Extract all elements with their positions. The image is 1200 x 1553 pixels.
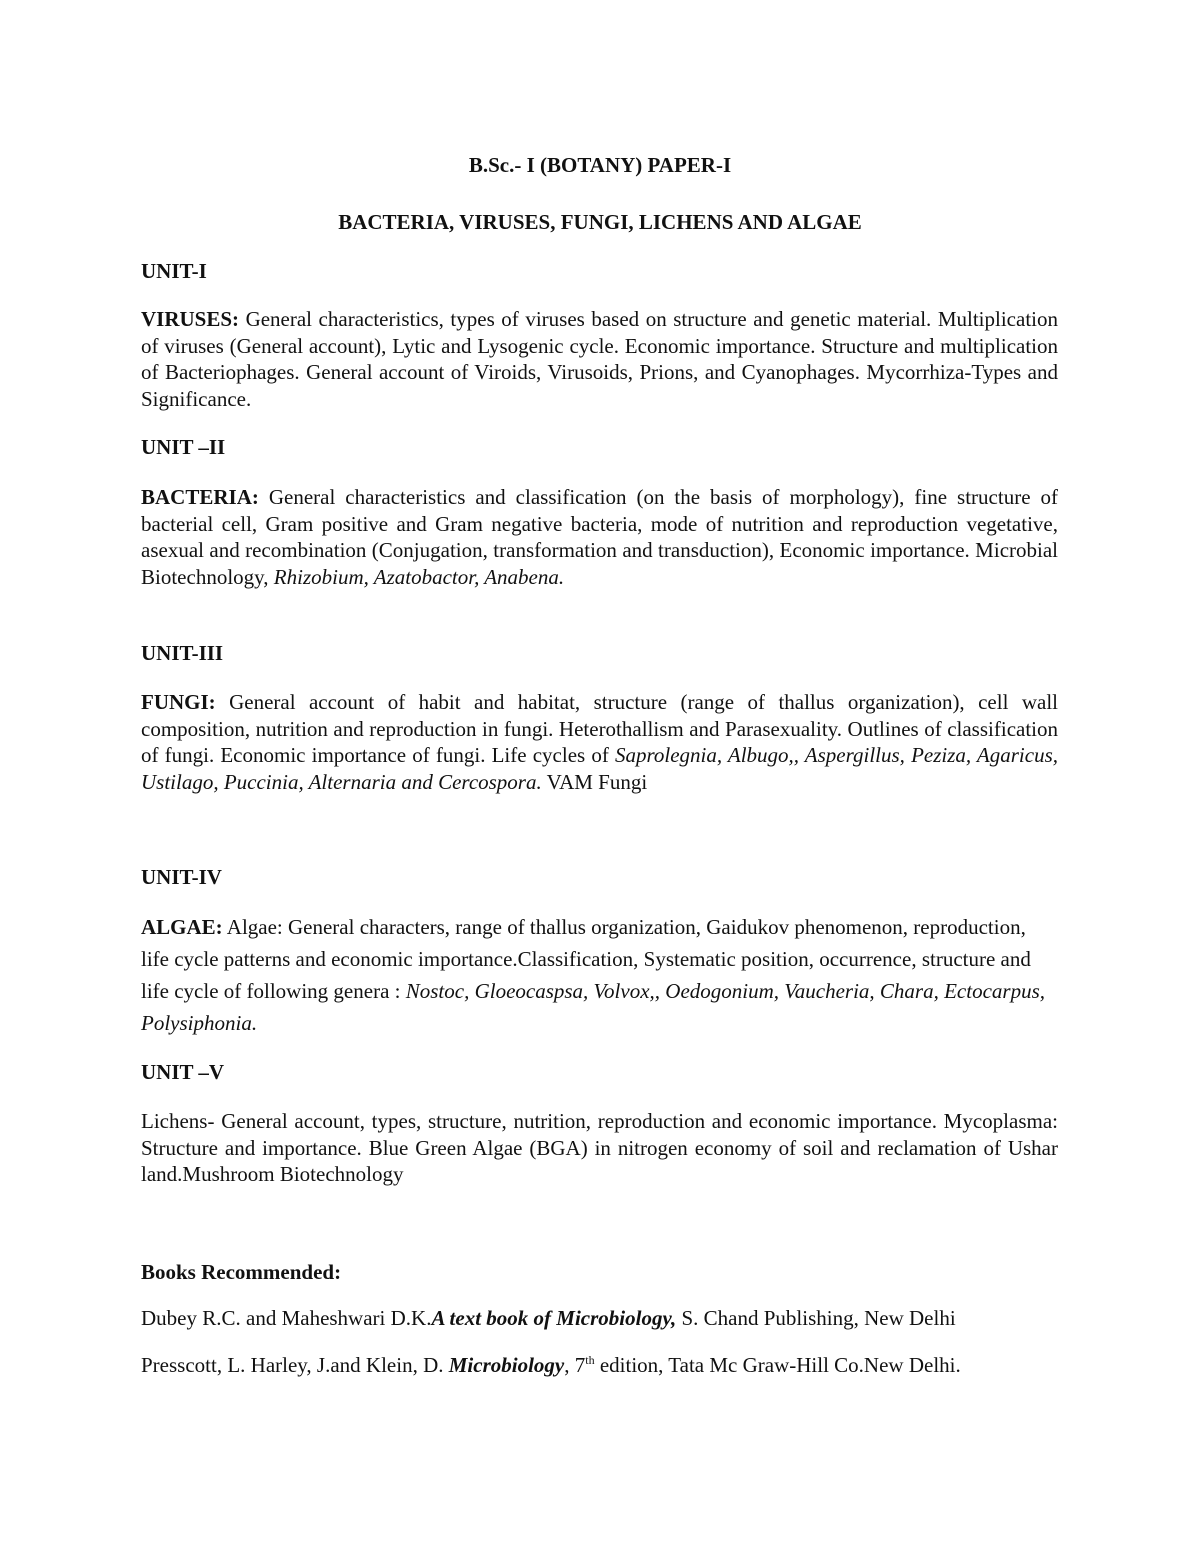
- unit-4-lead: ALGAE:: [141, 915, 223, 939]
- book-1-title: A text book of Microbiology,: [431, 1306, 677, 1330]
- unit-5-body: Lichens- General account, types, structure, nutrition, reproduction and economic importance. Mycoplasma: Structure and importance. Blue Green Algae (BGA) in nitrogen economy of soil and reclamation of Ushar land.Mushroom Biotechnology: [141, 1109, 1058, 1186]
- unit-2-lead: BACTERIA:: [141, 485, 259, 509]
- unit-3-tail: VAM Fungi: [541, 769, 648, 794]
- unit-2-body: [141, 484, 1058, 590]
- book-item-2: [141, 1352, 1058, 1379]
- unit-3-genera: Saprolegnia, Albugo,, Aspergillus, Peziza, Agaricus, Ustilago, Puccinia, Alternaria and Cercospora.: [141, 743, 1058, 794]
- paper-title: BACTERIA, VIRUSES, FUNGI, LICHENS AND ALGAE: [338, 210, 862, 234]
- unit-5-heading: UNIT –V: [141, 1060, 225, 1084]
- unit-1-text: General characteristics, types of viruses based on structure and genetic material. Multiplication of viruses (General account), Lytic and Lysogenic cycle. Economic importance. Structure and multiplication of Bacteriophages. General account of Viroids, Virusoids, Prions, and Cyanophages. Mycorrhiza-Types and Significance.: [141, 307, 1058, 411]
- books-heading: Books Recommended:: [141, 1260, 342, 1284]
- unit-4-text: Algae: General characters, range of thallus organization, Gaidukov phenomenon, reproduction, life cycle patterns and economic importance.Classification, Systematic position, occurrence, structure and life cycle of following genera :: [141, 915, 1031, 1003]
- unit-1-body: [141, 306, 1058, 412]
- unit-4-heading: UNIT-IV: [141, 865, 222, 889]
- book-2-edition-sup: th: [585, 1353, 595, 1367]
- unit-4-genera: Nostoc, Gloeocaspsa, Volvox,, Oedogonium, Vaucheria, Chara, Ectocarpus, Polysiphonia.: [141, 979, 1045, 1035]
- unit-1-lead: VIRUSES:: [141, 307, 240, 331]
- book-2-authors: Presscott, L. Harley, J.and Klein, D.: [141, 1353, 449, 1377]
- unit-2-text: General characteristics and classification (on the basis of morphology), fine structure of bacterial cell, Gram positive and Gram negative bacteria, mode of nutrition and reproduction vegetative, asexual and recombination (Conjugation, transformation and transduction), Economic importance. Microbial Biotechnology,: [141, 485, 1058, 589]
- book-item-1: [141, 1305, 1058, 1332]
- book-2-publisher: edition, Tata Mc Graw-Hill Co.New Delhi.: [594, 1353, 961, 1377]
- book-1-authors: Dubey R.C. and Maheshwari D.K.: [141, 1306, 432, 1330]
- book-2-edition: , 7: [564, 1353, 586, 1377]
- unit-4-body: [141, 911, 1058, 1039]
- unit-1-heading: UNIT-I: [141, 259, 207, 283]
- course-title: B.Sc.- I (BOTANY) PAPER-I: [468, 153, 732, 177]
- unit-3-heading: UNIT-III: [141, 641, 224, 665]
- unit-2-genera: Rhizobium, Azatobactor, Anabena.: [273, 564, 565, 589]
- unit-3-text: General account of habit and habitat, structure (range of thallus organization), cell wall composition, nutrition and reproduction in fungi. Heterothallism and Parasexuality. Outlines of classification of fungi. Economic importance of fungi. Life cycles of: [141, 690, 1058, 767]
- book-1-publisher: S. Chand Publishing, New Delhi: [676, 1306, 956, 1330]
- unit-3-body: [141, 689, 1058, 795]
- unit-3-lead: FUNGI:: [141, 690, 216, 714]
- book-2-title: Microbiology: [448, 1353, 565, 1377]
- unit-2-heading: UNIT –II: [141, 435, 226, 459]
